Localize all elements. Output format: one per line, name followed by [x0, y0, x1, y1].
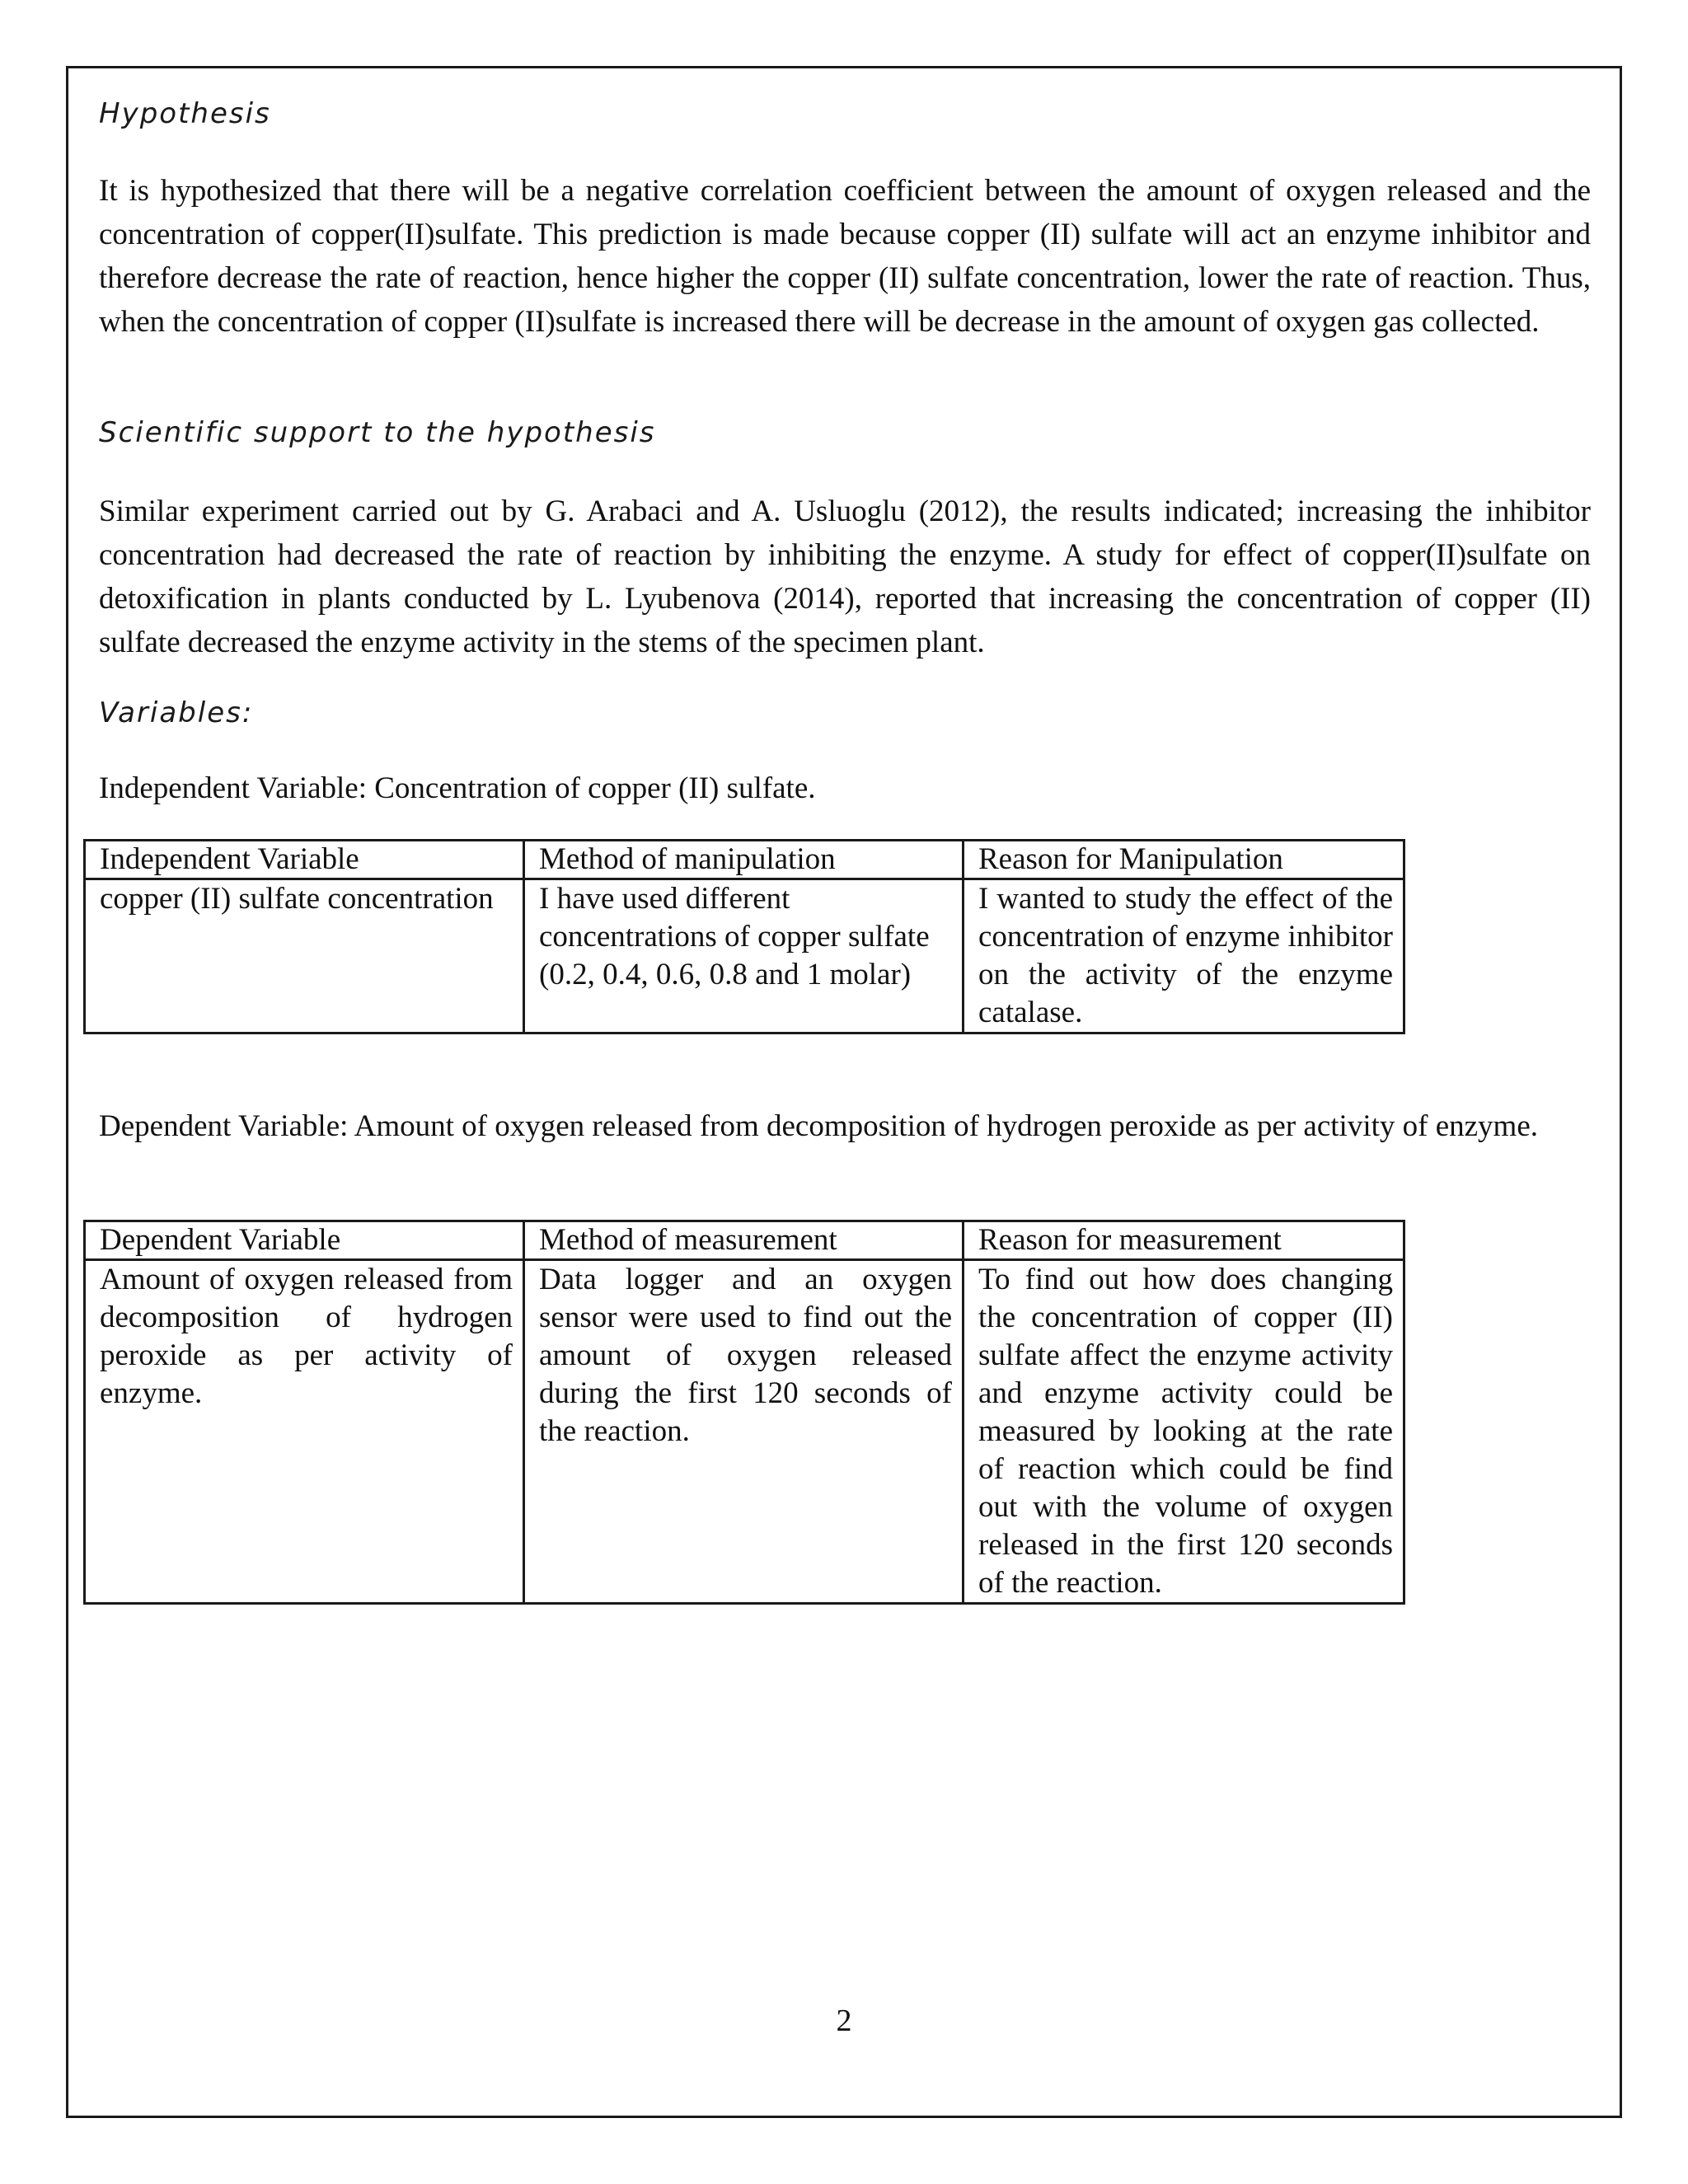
- dependent-variable-table: [83, 1220, 1405, 1605]
- table-row: [85, 1260, 1404, 1604]
- table-header-cell: Method of measurement: [524, 1221, 964, 1260]
- table-cell: To find out how does changing the concentration of copper (II) sulfate affect the enzyme activity and enzyme activity could be measured by looking at the rate of reaction which could be find out with the volume of oxygen released in the first 120 seconds of the reaction.: [964, 1260, 1404, 1604]
- table-cell: Amount of oxygen released from decomposition of hydrogen peroxide as per activity of enzyme.: [85, 1260, 524, 1604]
- table-header-cell: Reason for measurement: [964, 1221, 1404, 1260]
- page-number: 2: [836, 2004, 852, 2038]
- table-cell: copper (II) sulfate concentration: [85, 879, 524, 1033]
- hypothesis-paragraph: It is hypothesized that there will be a negative correlation coefficient between the amount of oxygen released and the concentration of copper(II)sulfate. This prediction is made because copper (II) sulfate will act an enzyme inhibitor and therefore decrease the rate of reaction, hence higher the copper (II) sulfate concentration, lower the rate of reaction. Thus, when the concentration of copper (II)sulfate is increased there will be decrease in the amount of oxygen gas collected.: [99, 174, 1591, 339]
- table-cell: I have used different concentrations of copper sulfate (0.2, 0.4, 0.6, 0.8 and 1 molar): [524, 879, 964, 1033]
- hypothesis-heading: Hypothesis: [99, 97, 271, 130]
- table-header-row: [85, 1221, 1404, 1260]
- table-header-cell: Independent Variable: [85, 841, 524, 879]
- table-header-row: [85, 841, 1404, 879]
- variables-heading: Variables:: [99, 696, 254, 729]
- dependent-variable-line: Dependent Variable: Amount of oxygen released from decomposition of hydrogen peroxide as per activity of enzyme.: [99, 1109, 1539, 1143]
- independent-variable-table: [83, 839, 1405, 1034]
- table-header-cell: Reason for Manipulation: [964, 841, 1404, 879]
- table-cell: Data logger and an oxygen sensor were used to find out the amount of oxygen released during the first 120 seconds of the reaction.: [524, 1260, 964, 1604]
- page-border: [66, 66, 1622, 2118]
- scientific-support-heading: Scientific support to the hypothesis: [99, 416, 656, 449]
- table-header-cell: Method of manipulation: [524, 841, 964, 879]
- table-cell: I wanted to study the effect of the concentration of enzyme inhibitor on the activity of the enzyme catalase.: [964, 879, 1404, 1033]
- table-row: [85, 879, 1404, 1033]
- table-header-cell: Dependent Variable: [85, 1221, 524, 1260]
- scientific-support-paragraph: Similar experiment carried out by G. Arabaci and A. Usluoglu (2012), the results indicated; increasing the inhibitor concentration had decreased the rate of reaction by inhibiting the enzyme. A study for effect of copper(II)sulfate on detoxification in plants conducted by L. Lyubenova (2014), reported that increasing the concentration of copper (II) sulfate decreased the enzyme activity in the stems of the specimen plant.: [99, 494, 1591, 659]
- independent-variable-line: Independent Variable: Concentration of copper (II) sulfate.: [99, 771, 816, 805]
